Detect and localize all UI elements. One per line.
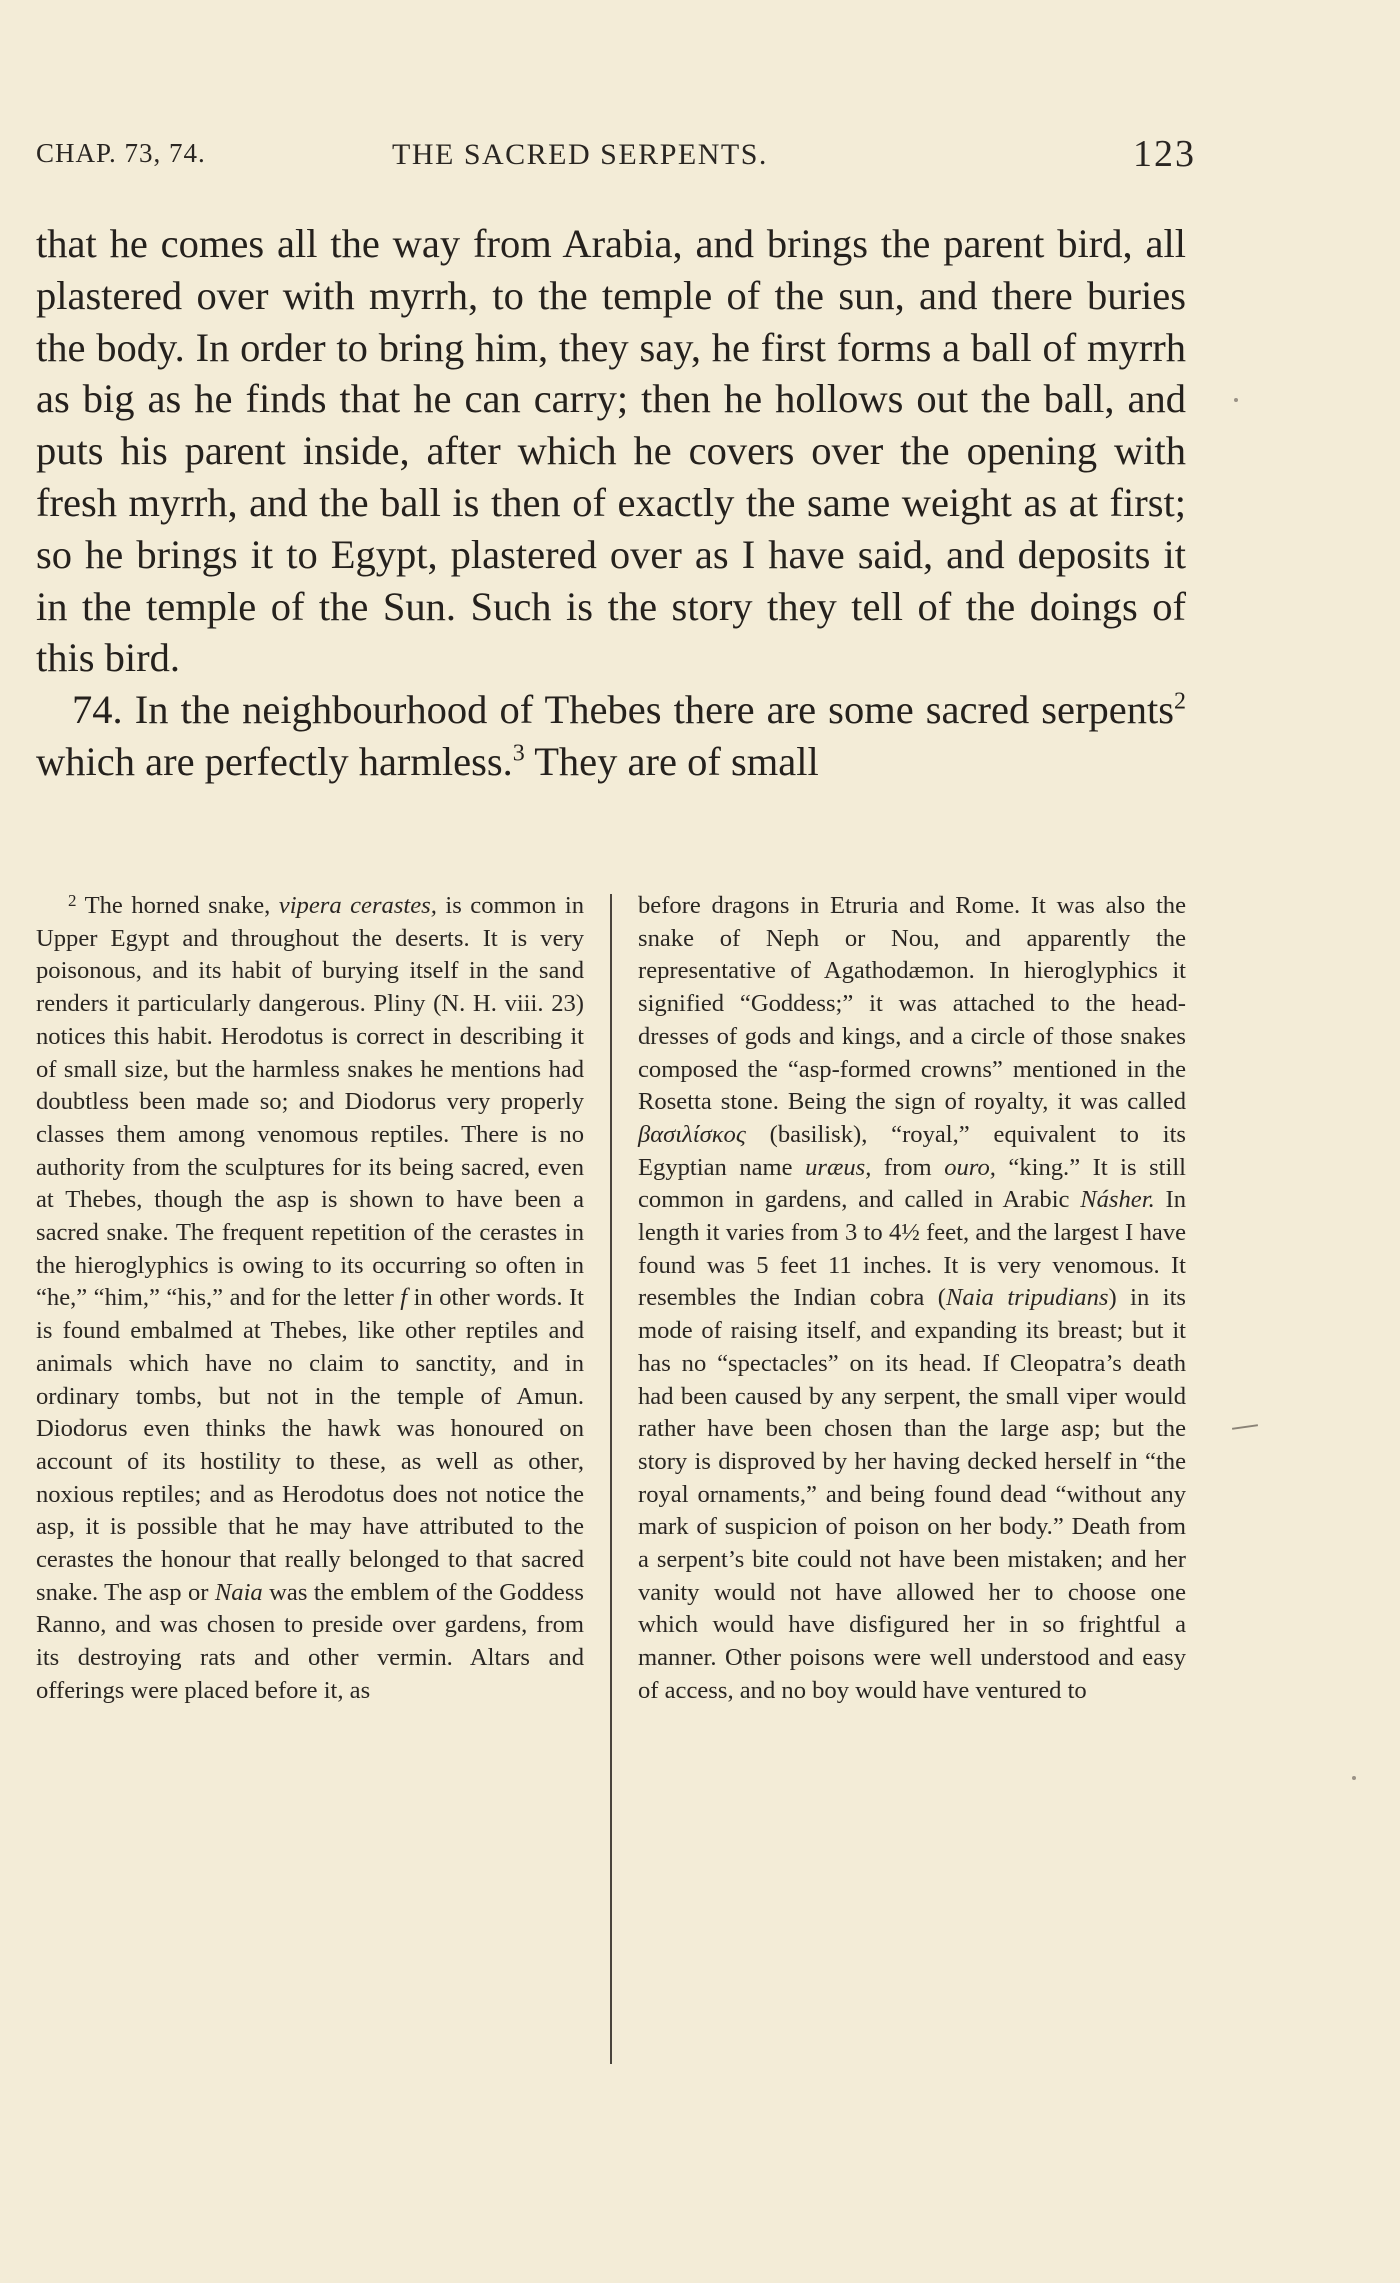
- margin-speck: [1352, 1776, 1356, 1780]
- section-74-paragraph: [36, 684, 1186, 788]
- footnote-italic: Násher.: [1080, 1186, 1155, 1214]
- main-text: [36, 218, 1186, 788]
- footnote-2: [36, 890, 584, 1708]
- footnote-2-continued: [638, 890, 1186, 1708]
- footnote-italic: vipera cerastes,: [278, 892, 437, 919]
- footnote-text: is common in Upper Egypt and throughout the deserts. It is very poisonous, and its habit of burying itself in the sand renders it particularly dangerous. Pliny (N. H. viii. 23) notices this habit. Herodotus is correct in describing it of small size, but the harmless snakes he mentions had doubtless been made so; and Diodorus very properly classes them among venomous reptiles. There is no authority from the sculptures for its being sacred, even at Thebes, though the asp is shown to have been a sacred snake. The frequent repetition of the cerastes in the hieroglyphics is owing to its occurring so often in “he,” “him,” “his,” and for the letter: [36, 892, 584, 1312]
- footnote-text: before dragons in Etruria and Rome. It was also the snake of Neph or Nou, and apparently the representative of Agathodæmon. In hieroglyphics it signified “Goddess;” it was attached to the head-dresses of gods and kings, and a circle of those snakes composed the “asp-formed crowns” mentioned in the Rosetta stone. Being the sign of royalty, it was called: [638, 892, 1186, 1116]
- footnote-text: was the emblem of the Goddess Ranno, and was chosen to preside over gardens, from its destroying rats and other vermin. Altars and offerings were placed before it, as: [36, 1578, 584, 1704]
- page-title: THE SACRED SERPENTS.: [392, 138, 768, 171]
- section-number: 74.: [72, 687, 123, 733]
- footnote-text: ) in its mode of raising itself, and expanding its breast; but it has no “spectacles” on its head. If Cleopatra’s death had been caused by any serpent, the small viper would rather have been chosen than the large asp; but the story is disproved by her having decked herself in “the royal ornaments,” and being found dead “without any mark of suspicion of poison on her body.” Death from a serpent’s bite could not have been mistaken; and her vanity would not have allowed her to choose one which would have disfigured her in so frightful a manner. Other poisons were well understood and easy of access, and no boy would have ventured to: [638, 1284, 1186, 1704]
- footnote-text: In length it varies from 3 to 4½ feet, and the largest I have found was 5 feet 11 inches. It is very venomous. It resembles the Indian cobra (: [638, 1186, 1186, 1312]
- section-text-a: In the neighbourhood of Thebes there are some sacred serpents: [134, 687, 1174, 733]
- footnote-italic: uræus,: [805, 1153, 872, 1181]
- margin-mark: [1232, 1424, 1258, 1430]
- footnote-text: The horned snake,: [84, 892, 279, 919]
- running-header: [36, 132, 1196, 182]
- margin-speck: [1234, 398, 1238, 402]
- footnote-text: in other words. It is found embalmed at Thebes, like other reptiles and animals which have no claim to sanctity, and in ordinary tombs, but not in the temple of Amun. Diodorus even thinks the hawk was honoured on account of its hostility to these, as well as other, noxious reptiles; and as Herodotus does not notice the asp, it is possible that he may have attributed to the cerastes the honour that really belonged to that sacred snake. The asp or: [36, 1284, 584, 1606]
- footnote-italic: Naia tripudians: [946, 1284, 1109, 1312]
- chapter-reference: CHAP. 73, 74.: [36, 138, 206, 168]
- section-text-c: They are of small: [524, 738, 819, 784]
- section-text-b: which are perfectly harmless.: [36, 738, 513, 784]
- footnote-text: “king.” It is still common in gardens, and called in Arabic: [638, 1153, 1186, 1214]
- footnote-text: (basilisk), “royal,” equivalent to its Egyptian name: [638, 1120, 1186, 1181]
- main-paragraph: that he comes all the way from Arabia, and brings the parent bird, all plastered over with myrrh, to the temple of the sun, and there buries the body. In order to bring him, they say, he first forms a ball of myrrh as big as he finds that he can carry; then he hollows out the ball, and puts his parent inside, after which he covers over the opening with fresh myrrh, and the ball is then of exactly the same weight as at first; so he brings it to Egypt, plastered over as I have said, and deposits it in the temple of the Sun. Such is the story they tell of the doings of this bird.: [36, 221, 1186, 681]
- footnote-column-left: [36, 890, 584, 1708]
- footnote-italic: f: [400, 1284, 408, 1312]
- footnote-italic: βασιλίσκος: [638, 1120, 746, 1148]
- footnote-italic: ouro,: [944, 1153, 996, 1181]
- column-divider: [610, 894, 612, 2064]
- footnote-marker: 2: [68, 891, 77, 910]
- page-number: 123: [1133, 133, 1196, 175]
- footnote-column-right: [638, 890, 1186, 1708]
- footnotes: [36, 890, 1186, 2075]
- footnote-ref-3[interactable]: 3: [512, 740, 525, 767]
- footnote-ref-2[interactable]: 2: [1174, 688, 1186, 715]
- footnote-text: from: [871, 1153, 945, 1181]
- footnote-italic: Naia: [214, 1578, 263, 1606]
